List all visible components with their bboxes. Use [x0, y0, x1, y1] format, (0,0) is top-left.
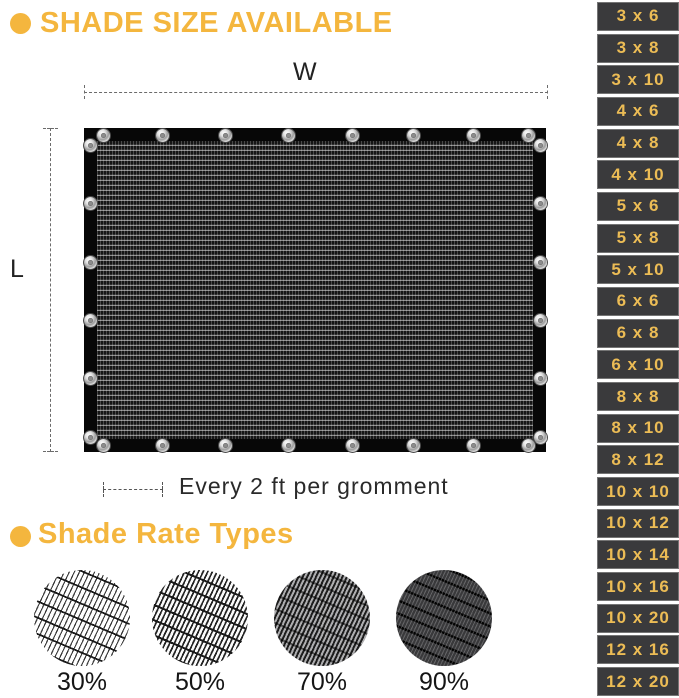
width-dimension-tick-left: [84, 85, 85, 99]
shade-rate-swatch-70: [274, 570, 370, 666]
length-dimension-line: [50, 128, 51, 452]
size-option: 5 x 6: [597, 192, 679, 221]
size-list: [597, 2, 679, 696]
grommet-note: Every 2 ft per gromment: [179, 473, 449, 499]
size-option: 3 x 8: [597, 34, 679, 63]
grommet-icon: [534, 256, 547, 269]
grommet-icon: [84, 372, 97, 385]
grommet-icon: [84, 256, 97, 269]
width-dimension-line: [84, 92, 548, 93]
shade-rate-label: 50%: [174, 668, 226, 696]
grommet-icon: [522, 129, 535, 142]
grommet-spacing-bracket: [103, 489, 163, 490]
grommet-icon: [534, 431, 547, 444]
size-option: 10 x 20: [597, 604, 679, 633]
shade-mesh-texture: [97, 141, 533, 439]
grommet-icon: [407, 129, 420, 142]
size-option: 4 x 6: [597, 97, 679, 126]
grommet-icon: [84, 431, 97, 444]
grommet-icon: [346, 439, 359, 452]
size-option: 10 x 16: [597, 572, 679, 601]
grommet-icon: [219, 129, 232, 142]
grommet-icon: [534, 314, 547, 327]
width-dimension-tick-right: [547, 85, 548, 99]
size-option: 8 x 8: [597, 382, 679, 411]
grommet-spacing-tick-right: [162, 482, 163, 497]
size-option: 4 x 8: [597, 129, 679, 158]
grommet-icon: [534, 197, 547, 210]
shade-rate-label: 70%: [296, 668, 348, 696]
grommet-icon: [156, 439, 169, 452]
grommet-icon: [97, 439, 110, 452]
grommet-icon: [407, 439, 420, 452]
length-dimension-tick-bottom: [43, 451, 58, 452]
bullet-icon: [10, 526, 31, 547]
size-option: 8 x 10: [597, 414, 679, 443]
grommet-spacing-tick-left: [103, 482, 104, 497]
size-option: 6 x 6: [597, 287, 679, 316]
shade-rate-label: 30%: [56, 668, 108, 696]
size-option: 8 x 12: [597, 445, 679, 474]
shade-rate-swatch-50: [152, 570, 248, 666]
size-option: 5 x 10: [597, 255, 679, 284]
grommet-icon: [346, 129, 359, 142]
grommet-icon: [84, 314, 97, 327]
grommet-icon: [84, 197, 97, 210]
shade-rate-swatch-30: [34, 570, 130, 666]
size-option: 5 x 8: [597, 224, 679, 253]
bullet-icon: [10, 13, 31, 34]
size-option: 3 x 10: [597, 65, 679, 94]
size-option: 10 x 12: [597, 509, 679, 538]
shade-rate-swatch-90: [396, 570, 492, 666]
grommet-icon: [467, 129, 480, 142]
size-option: 3 x 6: [597, 2, 679, 31]
grommet-icon: [467, 439, 480, 452]
grommet-icon: [97, 129, 110, 142]
section-title-rates: Shade Rate Types: [38, 518, 294, 550]
length-dimension-tick-top: [43, 128, 58, 129]
size-option: 12 x 16: [597, 635, 679, 664]
shade-net: [84, 128, 546, 452]
size-option: 12 x 20: [597, 667, 679, 696]
grommet-icon: [156, 129, 169, 142]
size-option: 10 x 10: [597, 477, 679, 506]
grommet-icon: [282, 129, 295, 142]
size-option: 6 x 10: [597, 350, 679, 379]
section-title-sizes: SHADE SIZE AVAILABLE: [40, 7, 393, 39]
size-option: 10 x 14: [597, 540, 679, 569]
grommet-icon: [534, 372, 547, 385]
size-option: 6 x 8: [597, 319, 679, 348]
grommet-icon: [219, 439, 232, 452]
grommet-icon: [534, 139, 547, 152]
grommet-icon: [282, 439, 295, 452]
grommet-icon: [522, 439, 535, 452]
grommet-icon: [84, 139, 97, 152]
size-option: 4 x 10: [597, 160, 679, 189]
shade-rate-label: 90%: [418, 668, 470, 696]
length-dimension-label: L: [10, 255, 24, 283]
width-dimension-label: W: [293, 58, 317, 86]
